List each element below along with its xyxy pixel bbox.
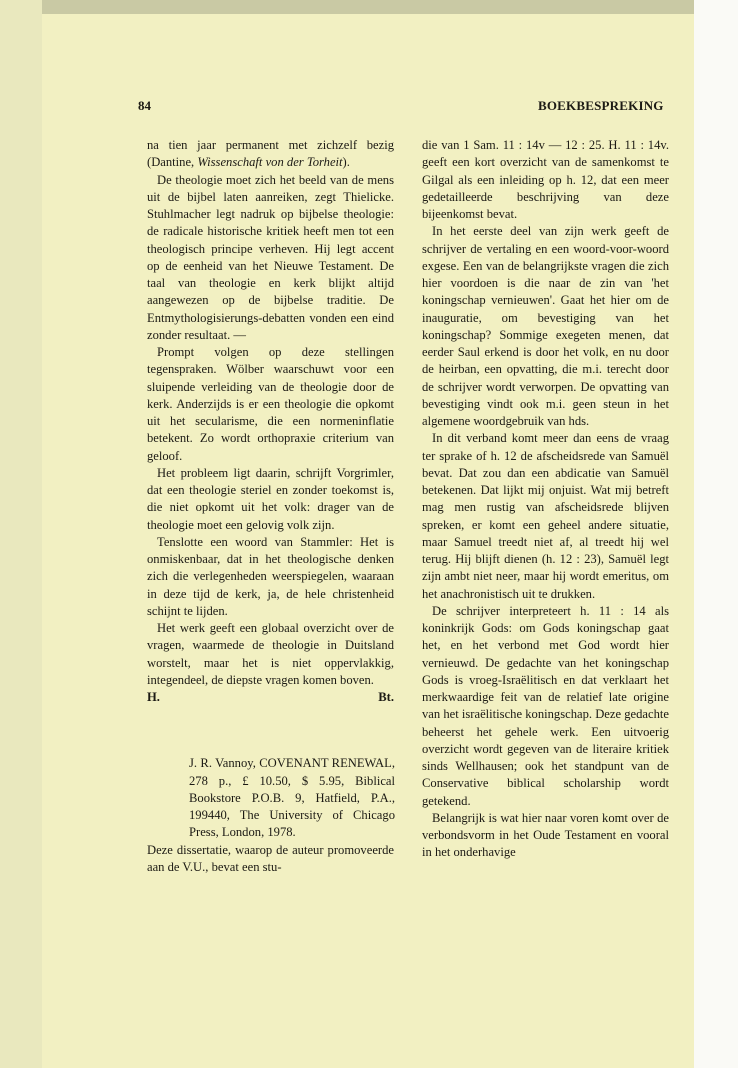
paragraph: Prompt volgen op deze stellingen tegenspraken. Wölber waarschuwt voor een sluipende verleiding van de theologie door de kerk. Anderzijds is er een theologie die opkomt uit het secularisme, die een normeninflatie betekent. Zo wordt orthopraxie criterium van geloof. <box>147 345 394 463</box>
scan-edge-top <box>0 0 738 14</box>
paragraph: Deze dissertatie, waarop de auteur promoveerde aan de V.U., bevat een stu- <box>147 842 394 874</box>
book-citation <box>189 755 395 841</box>
paragraph: Tenslotte een woord van Stammler: Het is onmiskenbaar, dat in het theologische denken zich die verlegenheden weerspiegelen, waaraan in deze tijd de kerk, ja, de hele christenheid schijnt te lijden. <box>147 534 394 618</box>
book-details: 278 p., £ 10.50, $ 5.95, Biblical Bookstore P.O.B. 9, Hatfield, P.A., 199440, The University of Chicago Press, London, 1978. <box>189 773 395 840</box>
paragraph: De theologie moet zich het beeld van de mens uit de bijbel laten aanreiken, zegt Thielicke. Stuhlmacher legt nadruk op bijbelse theologie: de radicale historische kritiek heeft men tot een theologisch principe verheven. Hij legt accent op de eenheid van het Nieuwe Testament. De taal van theologie en kerk blijkt altijd aangewezen op de bijbelse traditie. De Entmythologisierungs-debatten vonden een eind zonder resultaat. — <box>147 172 394 342</box>
right-column <box>422 137 669 862</box>
paragraph: De schrijver interpreteert h. 11 : 14 als koninkrijk Gods: om Gods koningschap gaat het, en het verbond met God wordt hier vernieuwd. De gedachte van het koningschap Gods is vroeg-Israëlitisch en dat verklaart het merkwaardige feit van de relatief late origine van het israëlitische koningschap. Deze gedachte beheerst het gehele werk. Een uitvoerig overzicht wordt gegeven van de literaire kritiek sinds Wellhausen; ook het standpunt van de Conservative biblical scholarship wordt getekend. <box>422 603 669 808</box>
review-signature <box>147 689 394 706</box>
paragraph: Het probleem ligt daarin, schrijft Vorgrimler, dat een theologie steriel en zonder toekomst is, die niet opkomt uit het volk: drager van de theologie moet een gelovig volk zijn. <box>147 465 394 532</box>
paragraph: In het eerste deel van zijn werk geeft de schrijver de vertaling en een woord-voor-woord exgese. Een van de belangrijkste vragen die zich hier voordoen is die naar de zin van 'het koningschap vernieuwen'. Gaat het hier om de inauguratie, om bevestiging van het koningschap? Sommige exegeten menen, dat eerder Saul erkend is door het volk, en nu door de heirban, een opvatting, die m.i. terecht door de schrijver wordt verworpen. De opvatting van bevestiging vindt ook m.i. geen steun in het algemene woordgebruik van hds. <box>422 224 669 428</box>
book-title-caps: COVENANT RENEWAL, <box>259 756 395 771</box>
left-column <box>147 137 394 876</box>
book-review-header <box>189 755 395 841</box>
paragraph: Belangrijk is wat hier naar voren komt over de verbondsvorm in het Oude Testament en vooral in het onderhavige <box>422 810 669 860</box>
scan-edge-left <box>0 0 42 1068</box>
paragraph: In dit verband komt meer dan eens de vraag ter sprake of h. 12 de afscheidsrede van Samuël bevat. Dat zou dan een abdicatie van Samuël betekenen. Dat lijkt mij onjuist. Wat mij betreft mag men rustig van afscheidsrede blijven spreken, er komt een geheel andere situatie, maar Samuel treedt niet af, al treedt hij wel terug. Hij blijft dienen (h. 12 : 23), Samuël legt zijn ambt niet neer, maar hij wordt emeritus, om het anachronistisch uit te drukken. <box>422 431 669 601</box>
paragraph: na tien jaar permanent met zichzelf bezig (Dantine, Wissenschaft von der Torheit). <box>147 138 394 170</box>
book-title: Wissenschaft von der Torheit <box>197 155 343 170</box>
signature-initial: H. <box>147 690 160 704</box>
running-head: BOEKBESPREKING <box>538 98 664 113</box>
paragraph: die van 1 Sam. 11 : 14v — 12 : 25. H. 11 : 14v. geeft een kort overzicht van de samenkomst te Gilgal als een inleiding op h. 12, dat een meer gedetailleerde beschrijving van deze bijeenkomst bevat. <box>422 138 669 221</box>
book-author: J. R. Vannoy, <box>189 756 256 771</box>
page-number: 84 <box>138 98 151 113</box>
signature-reviewer: Bt. <box>378 690 394 704</box>
scan-edge-right <box>694 0 738 1068</box>
paragraph: Het werk geeft een globaal overzicht over de vragen, waarmede de theologie in Duitsland worstelt, maar het is niet oppervlakkig, integendeel, de diepste vragen komen boven. <box>147 621 394 687</box>
